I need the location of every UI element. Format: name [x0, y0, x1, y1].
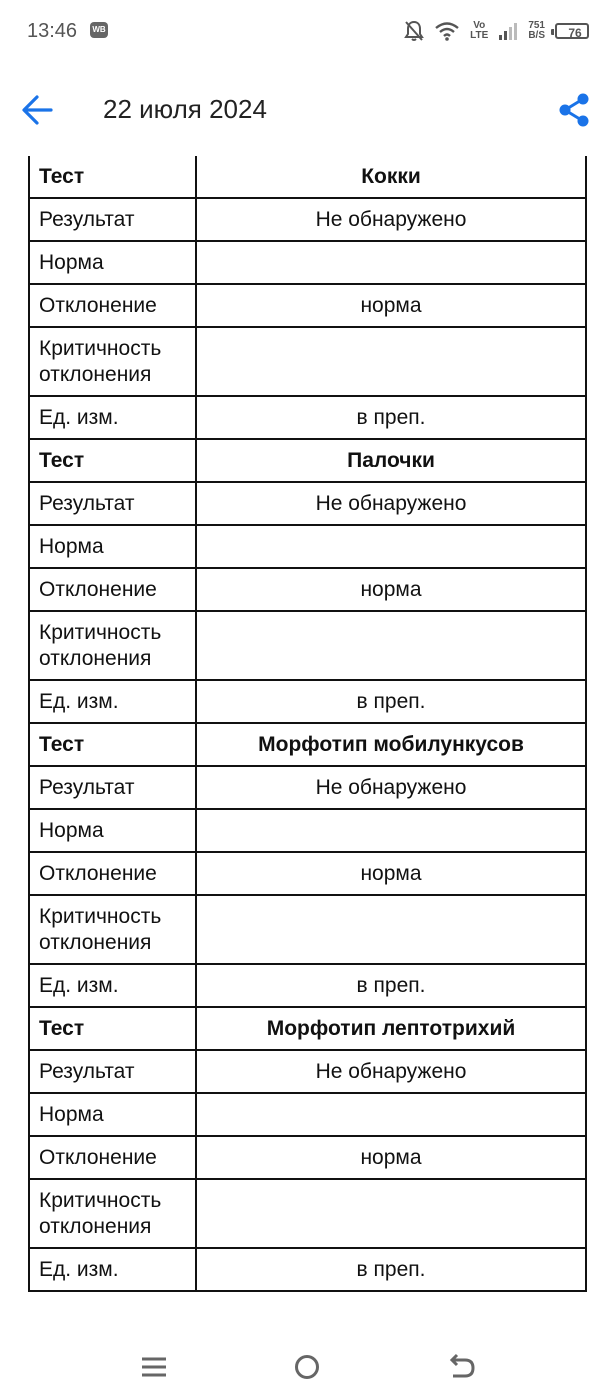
- row-value: [196, 809, 586, 852]
- system-nav-bar: [0, 1332, 615, 1400]
- home-circle-icon: [290, 1350, 324, 1384]
- results-table: [28, 156, 587, 1292]
- row-value: Не обнаружено: [196, 198, 586, 241]
- row-value: Морфотип мобилункусов: [196, 723, 586, 766]
- table-row: [29, 327, 586, 396]
- row-value: [196, 327, 586, 396]
- row-label: Норма: [29, 525, 196, 568]
- row-label: Тест: [29, 156, 196, 198]
- table-row: [29, 568, 586, 611]
- nav-back-button[interactable]: [444, 1350, 478, 1384]
- status-bar: [0, 0, 615, 62]
- row-value: в преп.: [196, 680, 586, 723]
- row-label: Результат: [29, 482, 196, 525]
- table-row: [29, 852, 586, 895]
- volte-top: Vo: [473, 20, 486, 31]
- back-button[interactable]: [18, 90, 58, 130]
- row-value: [196, 1179, 586, 1248]
- table-row: [29, 766, 586, 809]
- battery-icon: 76: [555, 23, 589, 39]
- table-row: [29, 611, 586, 680]
- nav-home-button[interactable]: [290, 1350, 324, 1384]
- row-label: Отклонение: [29, 1136, 196, 1179]
- menu-icon: [137, 1350, 171, 1384]
- page-title: 22 июля 2024: [103, 94, 267, 124]
- table-row: [29, 284, 586, 327]
- table-row: [29, 1050, 586, 1093]
- table-row: [29, 895, 586, 964]
- row-label: Ед. изм.: [29, 396, 196, 439]
- row-value: Не обнаружено: [196, 1050, 586, 1093]
- row-value: в преп.: [196, 1248, 586, 1291]
- row-label: Норма: [29, 1093, 196, 1136]
- speed-unit: B/S: [528, 30, 545, 41]
- test-header-row: [29, 439, 586, 482]
- status-icons: [404, 18, 589, 44]
- row-value: [196, 525, 586, 568]
- row-label: Тест: [29, 439, 196, 482]
- row-label: Отклонение: [29, 852, 196, 895]
- row-value: норма: [196, 1136, 586, 1179]
- row-value: Кокки: [196, 156, 586, 198]
- network-speed: [528, 21, 545, 41]
- wifi-icon: [434, 21, 460, 41]
- row-value: [196, 895, 586, 964]
- table-row: [29, 482, 586, 525]
- results-table-container[interactable]: [28, 156, 588, 1332]
- row-value: Палочки: [196, 439, 586, 482]
- row-value: Морфотип лептотрихий: [196, 1007, 586, 1050]
- row-value: норма: [196, 852, 586, 895]
- row-label: Результат: [29, 1050, 196, 1093]
- share-button[interactable]: [557, 92, 591, 128]
- test-header-row: [29, 156, 586, 198]
- row-label: Норма: [29, 241, 196, 284]
- row-value: Не обнаружено: [196, 766, 586, 809]
- table-row: [29, 1179, 586, 1248]
- row-label: Критичность отклонения: [29, 1179, 196, 1248]
- row-value: Не обнаружено: [196, 482, 586, 525]
- table-row: [29, 809, 586, 852]
- volte-bottom: LTE: [470, 30, 489, 41]
- app-bar: [0, 62, 615, 156]
- row-label: Критичность отклонения: [29, 611, 196, 680]
- row-label: Тест: [29, 1007, 196, 1050]
- row-value: [196, 1093, 586, 1136]
- table-row: [29, 198, 586, 241]
- row-value: в преп.: [196, 964, 586, 1007]
- table-row: [29, 680, 586, 723]
- table-row: [29, 396, 586, 439]
- table-row: [29, 241, 586, 284]
- row-label: Ед. изм.: [29, 1248, 196, 1291]
- bell-muted-icon: [404, 20, 424, 42]
- arrow-left-icon: [18, 90, 58, 130]
- test-header-row: [29, 723, 586, 766]
- status-time: 13:46: [27, 20, 78, 42]
- row-label: Критичность отклонения: [29, 895, 196, 964]
- speed-value: 751: [528, 20, 545, 31]
- table-row: [29, 1136, 586, 1179]
- row-value: норма: [196, 568, 586, 611]
- row-label: Результат: [29, 766, 196, 809]
- row-label: Тест: [29, 723, 196, 766]
- table-row: [29, 964, 586, 1007]
- row-label: Норма: [29, 809, 196, 852]
- row-label: Отклонение: [29, 568, 196, 611]
- row-label: Результат: [29, 198, 196, 241]
- row-value: в преп.: [196, 396, 586, 439]
- row-label: Отклонение: [29, 284, 196, 327]
- row-label: Ед. изм.: [29, 680, 196, 723]
- row-value: [196, 611, 586, 680]
- row-value: [196, 241, 586, 284]
- row-label: Ед. изм.: [29, 964, 196, 1007]
- signal-icon: [498, 21, 518, 41]
- volte-indicator: [470, 21, 488, 41]
- wb-notification-icon: WB: [90, 22, 108, 38]
- table-row: [29, 1248, 586, 1291]
- nav-menu-button[interactable]: [137, 1350, 171, 1384]
- back-icon: [444, 1350, 478, 1384]
- row-label: Критичность отклонения: [29, 327, 196, 396]
- share-icon: [557, 92, 591, 128]
- table-row: [29, 525, 586, 568]
- table-row: [29, 1093, 586, 1136]
- test-header-row: [29, 1007, 586, 1050]
- row-value: норма: [196, 284, 586, 327]
